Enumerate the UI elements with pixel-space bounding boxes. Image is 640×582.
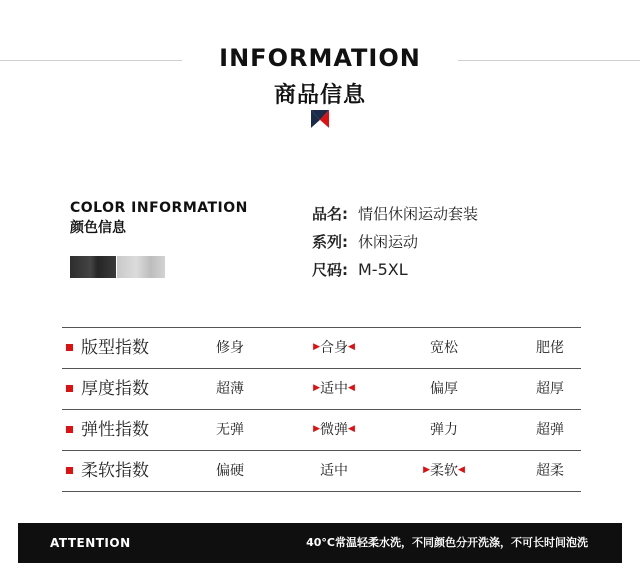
page-title-en: INFORMATION [219,44,421,72]
attribute-option: 超弹 [536,422,564,438]
attribute-option-selected: ▶微弹◀ [313,422,355,438]
attention-label: ATTENTION [50,536,131,550]
attribute-option: 弹力 [430,422,458,438]
attention-banner [18,523,622,563]
attribute-label: 弹性指数 [66,410,149,450]
attribute-option-selected: ▶柔软◀ [423,463,465,479]
product-size-value: M-5XL [358,260,408,279]
attribute-option: 肥佬 [536,340,564,356]
product-series-key: 系列: [312,233,348,251]
attribute-row [62,327,581,368]
arrow-left-icon: ◀ [348,424,355,434]
attribute-label: 柔软指数 [66,451,149,491]
attribute-row [62,409,581,450]
arrow-right-icon: ▶ [313,424,320,434]
attribute-table [62,327,581,492]
red-square-icon [66,344,73,351]
attribute-option-selected: ▶适中◀ [313,381,355,397]
attribute-option: 适中 [320,463,348,479]
arrow-left-icon: ◀ [458,465,465,475]
product-name-row [312,203,478,224]
arrow-left-icon: ◀ [348,342,355,352]
arrow-right-icon: ▶ [423,465,430,475]
attribute-option: 宽松 [430,340,458,356]
attribute-row [62,450,581,492]
color-swatch-grey [117,256,165,278]
attribute-label: 厚度指数 [66,369,149,409]
attribute-option: 修身 [216,340,244,356]
red-square-icon [66,385,73,392]
care-instructions: 40°C常温轻柔水洗，不同颜色分开洗涤，不可长时间泡洗 [306,536,588,549]
red-square-icon [66,426,73,433]
attribute-option-selected: ▶合身◀ [313,340,355,356]
attribute-option: 偏硬 [216,463,244,479]
attribute-option: 无弹 [216,422,244,438]
product-size-key: 尺码: [312,261,348,279]
brand-logo-icon [311,110,329,128]
product-name-key: 品名: [312,205,348,223]
color-swatch-dark [70,256,116,278]
red-square-icon [66,467,73,474]
product-name-value: 情侣休闲运动套装 [358,205,479,223]
color-info-title-en: COLOR INFORMATION [70,200,248,216]
attribute-label: 版型指数 [66,328,149,368]
page-title-cn: 商品信息 [273,83,366,108]
attribute-option: 超柔 [536,463,564,479]
color-info-title-cn: 颜色信息 [70,220,126,236]
arrow-right-icon: ▶ [313,383,320,393]
product-series-value: 休闲运动 [358,233,419,251]
arrow-right-icon: ▶ [313,342,320,352]
attribute-row [62,368,581,409]
attribute-option: 超厚 [536,381,564,397]
product-size-row [312,259,408,280]
product-series-row [312,231,418,252]
attribute-option: 偏厚 [430,381,458,397]
arrow-left-icon: ◀ [348,383,355,393]
attribute-option: 超薄 [216,381,244,397]
